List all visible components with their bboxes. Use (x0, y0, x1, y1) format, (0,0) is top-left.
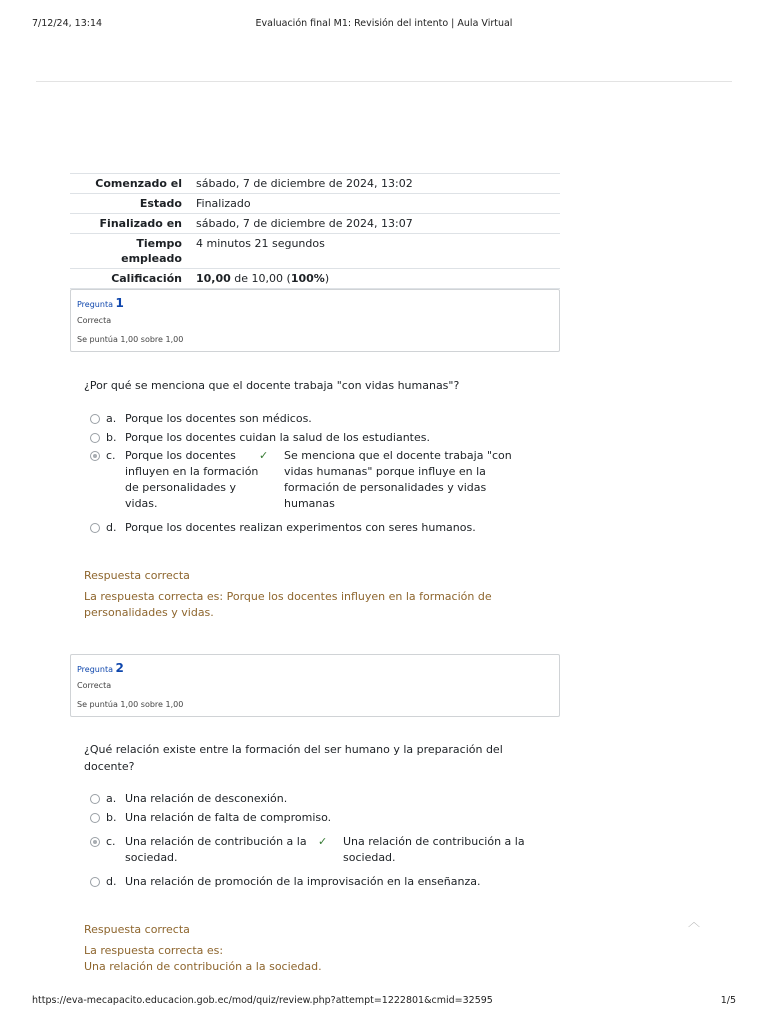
question-state: Correcta (77, 681, 112, 690)
finished-label: Finalizado en (99, 217, 182, 230)
print-url: https://eva-mecapacito.educacion.gob.ec/mod/quiz/review.php?attempt=1222801&cmid=32595 (32, 995, 493, 1006)
grade-label: Calificación (111, 272, 182, 285)
summary-row-time (70, 234, 560, 269)
question-number-value: 2 (115, 661, 124, 675)
answer-feedback: Se menciona que el docente trabaja "con vidas humanas" porque influye en la formación de personalidades y vidas humanas (284, 449, 512, 510)
question-2-text: ¿Qué relación existe entre la formación del ser humano y la preparación del docente? (84, 743, 503, 773)
chevron-up-icon[interactable]: ︿ (688, 915, 701, 929)
answer-text: Una relación de desconexión. (125, 792, 288, 805)
question-1-right-answer: La respuesta correcta es: Porque los docentes influyen en la formación de personalidades y vidas. (84, 590, 492, 619)
radio-button-selected[interactable] (90, 837, 100, 847)
started-label: Comenzado el (95, 177, 182, 190)
radio-button[interactable] (90, 794, 100, 804)
attempt-summary-table (70, 173, 560, 289)
summary-row-grade (70, 269, 560, 289)
question-label: Pregunta (77, 300, 113, 309)
answer-letter: c. (106, 835, 116, 848)
print-page-title: Evaluación final M1: Revisión del intento | Aula Virtual (255, 18, 513, 29)
answer-letter: c. (106, 449, 116, 462)
radio-button[interactable] (90, 813, 100, 823)
question-2-outcome: Respuesta correcta (84, 923, 190, 936)
question-number (77, 661, 124, 675)
summary-row-started (70, 174, 560, 194)
question-grade: Se puntúa 1,00 sobre 1,00 (77, 335, 184, 344)
question-1-info (70, 289, 560, 352)
radio-button-selected[interactable] (90, 451, 100, 461)
state-value: Finalizado (196, 197, 251, 210)
question-1-text: ¿Por qué se menciona que el docente trabaja "con vidas humanas"? (84, 379, 460, 392)
answer-letter: b. (106, 811, 117, 824)
answer-text: Porque los docentes realizan experimentos con seres humanos. (125, 521, 476, 534)
time-label (70, 234, 192, 269)
answer-text: Una relación de falta de compromiso. (125, 811, 332, 824)
started-value: sábado, 7 de diciembre de 2024, 13:02 (196, 177, 413, 190)
finished-value: sábado, 7 de diciembre de 2024, 13:07 (196, 217, 413, 230)
answer-text: Porque los docentes influyen en la formación de personalidades y vidas. (125, 449, 259, 510)
divider (36, 81, 732, 82)
answer-letter: a. (106, 412, 117, 425)
time-value: 4 minutos 21 segundos (196, 237, 325, 250)
answer-text: Una relación de promoción de la improvisación en la enseñanza. (125, 875, 481, 888)
radio-button[interactable] (90, 433, 100, 443)
question-label: Pregunta (77, 665, 113, 674)
summary-row-state (70, 194, 560, 214)
grade-mid: de 10,00 ( (230, 272, 291, 285)
radio-button[interactable] (90, 877, 100, 887)
answer-text: Una relación de contribución a la sociedad. (125, 835, 307, 864)
answer-feedback: Una relación de contribución a la sociedad. (343, 835, 525, 864)
question-1-outcome: Respuesta correcta (84, 569, 190, 582)
grade-value (192, 269, 560, 289)
checkmark-icon: ✓ (259, 449, 269, 462)
grade-end: ) (324, 272, 330, 285)
answer-letter: d. (106, 521, 117, 534)
checkmark-icon: ✓ (318, 835, 328, 848)
question-number (77, 296, 124, 310)
summary-row-finished (70, 214, 560, 234)
print-datetime: 7/12/24, 13:14 (32, 18, 103, 29)
state-label: Estado (139, 197, 182, 210)
radio-button[interactable] (90, 414, 100, 424)
answer-text: Porque los docentes cuidan la salud de los estudiantes. (125, 431, 430, 444)
grade-percent: 100% (290, 272, 325, 285)
radio-button[interactable] (90, 523, 100, 533)
time-label-line-1: Tiempo (136, 237, 182, 250)
answer-text: Porque los docentes son médicos. (125, 412, 312, 425)
question-2-info (70, 654, 560, 717)
question-2-right-answer: Una relación de contribución a la sociedad. (84, 960, 322, 973)
answer-letter: b. (106, 431, 117, 444)
print-page-number: 1/5 (720, 995, 736, 1006)
answer-letter: a. (106, 792, 117, 805)
question-number-value: 1 (115, 296, 124, 310)
question-state: Correcta (77, 316, 112, 325)
question-2-right-answer-label: La respuesta correcta es: (84, 944, 224, 957)
time-label-line-2: empleado (121, 252, 182, 265)
answer-letter: d. (106, 875, 117, 888)
question-grade: Se puntúa 1,00 sobre 1,00 (77, 700, 184, 709)
grade-score: 10,00 (196, 272, 231, 285)
